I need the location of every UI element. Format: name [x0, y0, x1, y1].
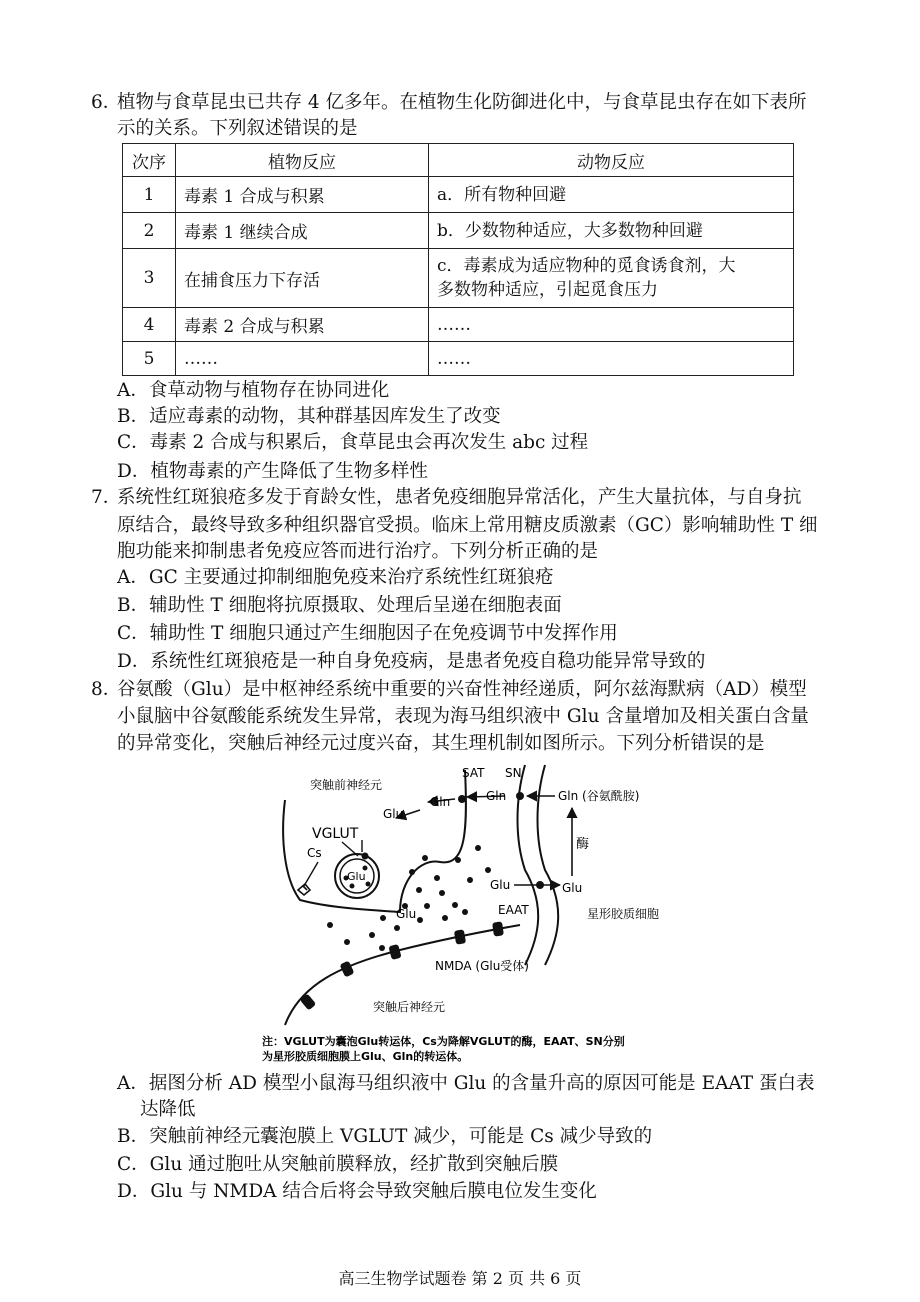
cs-label: Cs — [307, 846, 322, 860]
glu-label: Glu — [383, 807, 404, 821]
nmda-receptor — [454, 929, 466, 945]
q7-stem: 系统性红斑狼疮多发于育龄女性，患者免疫细胞异常活化，产生大量抗体，与自身抗 — [117, 487, 802, 508]
q6-option-a: A．食草动物与植物存在协同进化 — [117, 380, 390, 401]
q8-option-a: A．据图分析 AD 模型小鼠海马组织液中 Glu 的含量升高的原因可能是 EAAT 蛋白表 — [117, 1073, 815, 1094]
nmda-receptor — [340, 961, 355, 978]
sat-transporter — [458, 795, 466, 803]
q6-stem-cont: 示的关系。下列叙述错误的是 — [117, 118, 358, 139]
diagram-note: 为星形胶质细胞膜上Glu、Gln的转运体。 — [262, 1050, 469, 1063]
glu-label: Glu — [396, 907, 417, 921]
table-row: 4 毒素 2 合成与积累 …… — [123, 308, 794, 342]
table-cell-line: c．毒素成为适应物种的觅食诱食剂，大 — [437, 256, 736, 276]
q6-option-c: C．毒素 2 合成与积累后，食草昆虫会再次发生 abc 过程 — [117, 432, 589, 453]
q6-table — [122, 143, 794, 376]
astrocyte-membrane-inner — [538, 765, 559, 965]
astrocyte-label: 星形胶质细胞 — [587, 907, 660, 921]
enzyme-label: 酶 — [576, 837, 590, 852]
gln-label: Gln — [486, 789, 507, 803]
q6-option-d: D．植物毒素的产生降低了生物多样性 — [117, 461, 428, 482]
synapse-diagram — [250, 758, 720, 1068]
postsynaptic-label: 突触后神经元 — [373, 1000, 446, 1014]
q6-number: 6． — [91, 92, 122, 113]
gln-label: Gln — [430, 795, 451, 809]
q7-number: 7． — [91, 487, 122, 508]
eaat-label: EAAT — [498, 903, 529, 917]
table-header-animal: 动物反应 — [429, 144, 794, 177]
table-row: 5 …… …… — [123, 342, 794, 376]
q8-option-b: B．突触前神经元囊泡膜上 VGLUT 减少，可能是 Cs 减少导致的 — [117, 1126, 653, 1147]
nmda-label: NMDA (Glu受体) — [435, 959, 529, 973]
q6-stem: 植物与食草昆虫已共存 4 亿多年。在植物生化防御进化中，与食草昆虫存在如下表所 — [117, 92, 807, 113]
table-row: 2 毒素 1 继续合成 b．少数物种适应，大多数物种回避 — [123, 213, 794, 249]
table-header-seq: 次序 — [123, 144, 176, 177]
diagram-note: 注：VGLUT为囊泡Glu转运体，Cs为降解VGLUT的酶，EAAT、SN分别 — [262, 1035, 625, 1048]
table-cell-line: 多数物种适应，引起觅食压力 — [437, 280, 658, 300]
nmda-receptor — [492, 921, 504, 936]
q7-option-b: B．辅助性 T 细胞将抗原摄取、处理后呈递在细胞表面 — [117, 595, 562, 616]
table-row: 1 毒素 1 合成与积累 a．所有物种回避 — [123, 177, 794, 213]
nmda-receptor — [388, 944, 401, 960]
q8-stem-cont2: 的异常变化，突触后神经元过度兴奋，其生理机制如图所示。下列分析错误的是 — [117, 733, 765, 754]
page-footer: 高三生物学试题卷 第 2 页 共 6 页 — [338, 1269, 582, 1288]
glu-label: Glu — [562, 881, 583, 895]
q8-option-a-cont: 达降低 — [140, 1099, 196, 1120]
glu-label: Glu — [490, 878, 511, 892]
q8-stem-cont: 小鼠脑中谷氨酸能系统发生异常，表现为海马组织液中 Glu 含量增加及相关蛋白含量 — [117, 706, 809, 727]
q7-option-d: D．系统性红斑狼疮是一种自身免疫病，是患者免疫自稳功能异常导致的 — [117, 651, 706, 672]
presynaptic-label: 突触前神经元 — [310, 778, 383, 792]
table-header-plant: 植物反应 — [176, 144, 429, 177]
gln-amide-label: Gln (谷氨酰胺) — [558, 789, 640, 803]
q7-stem-cont: 原结合，最终导致多种组织器官受损。临床上常用糖皮质激素（GC）影响辅助性 T 细 — [117, 515, 818, 536]
vesicle-glu-label: Glu — [347, 870, 366, 883]
q6-option-b: B．适应毒素的动物，其种群基因库发生了改变 — [117, 406, 501, 427]
vglut-label: VGLUT — [312, 826, 359, 842]
q8-number: 8． — [91, 679, 122, 700]
q7-stem-cont2: 胞功能来抑制患者免疫应答而进行治疗。下列分析正确的是 — [117, 541, 599, 562]
sat-label: SAT — [462, 766, 485, 780]
q8-option-d: D．Glu 与 NMDA 结合后将会导致突触后膜电位发生变化 — [117, 1181, 597, 1202]
table-row: 3 在捕食压力下存活 c．毒素成为适应物种的觅食诱食剂，大 多数物种适应，引起觅食压力 — [123, 249, 794, 308]
sn-label: SN — [505, 766, 522, 780]
q8-option-c: C．Glu 通过胞吐从突触前膜释放，经扩散到突触后膜 — [117, 1154, 559, 1175]
vglut-transporter — [362, 853, 369, 860]
q7-option-a: A．GC 主要通过抑制细胞免疫来治疗系统性红斑狼疮 — [117, 567, 554, 588]
q8-stem: 谷氨酸（Glu）是中枢神经系统中重要的兴奋性神经递质，阿尔兹海默病（AD）模型 — [117, 679, 807, 700]
sn-transporter — [516, 792, 524, 800]
q7-option-c: C．辅助性 T 细胞只通过产生细胞因子在免疫调节中发挥作用 — [117, 623, 618, 644]
